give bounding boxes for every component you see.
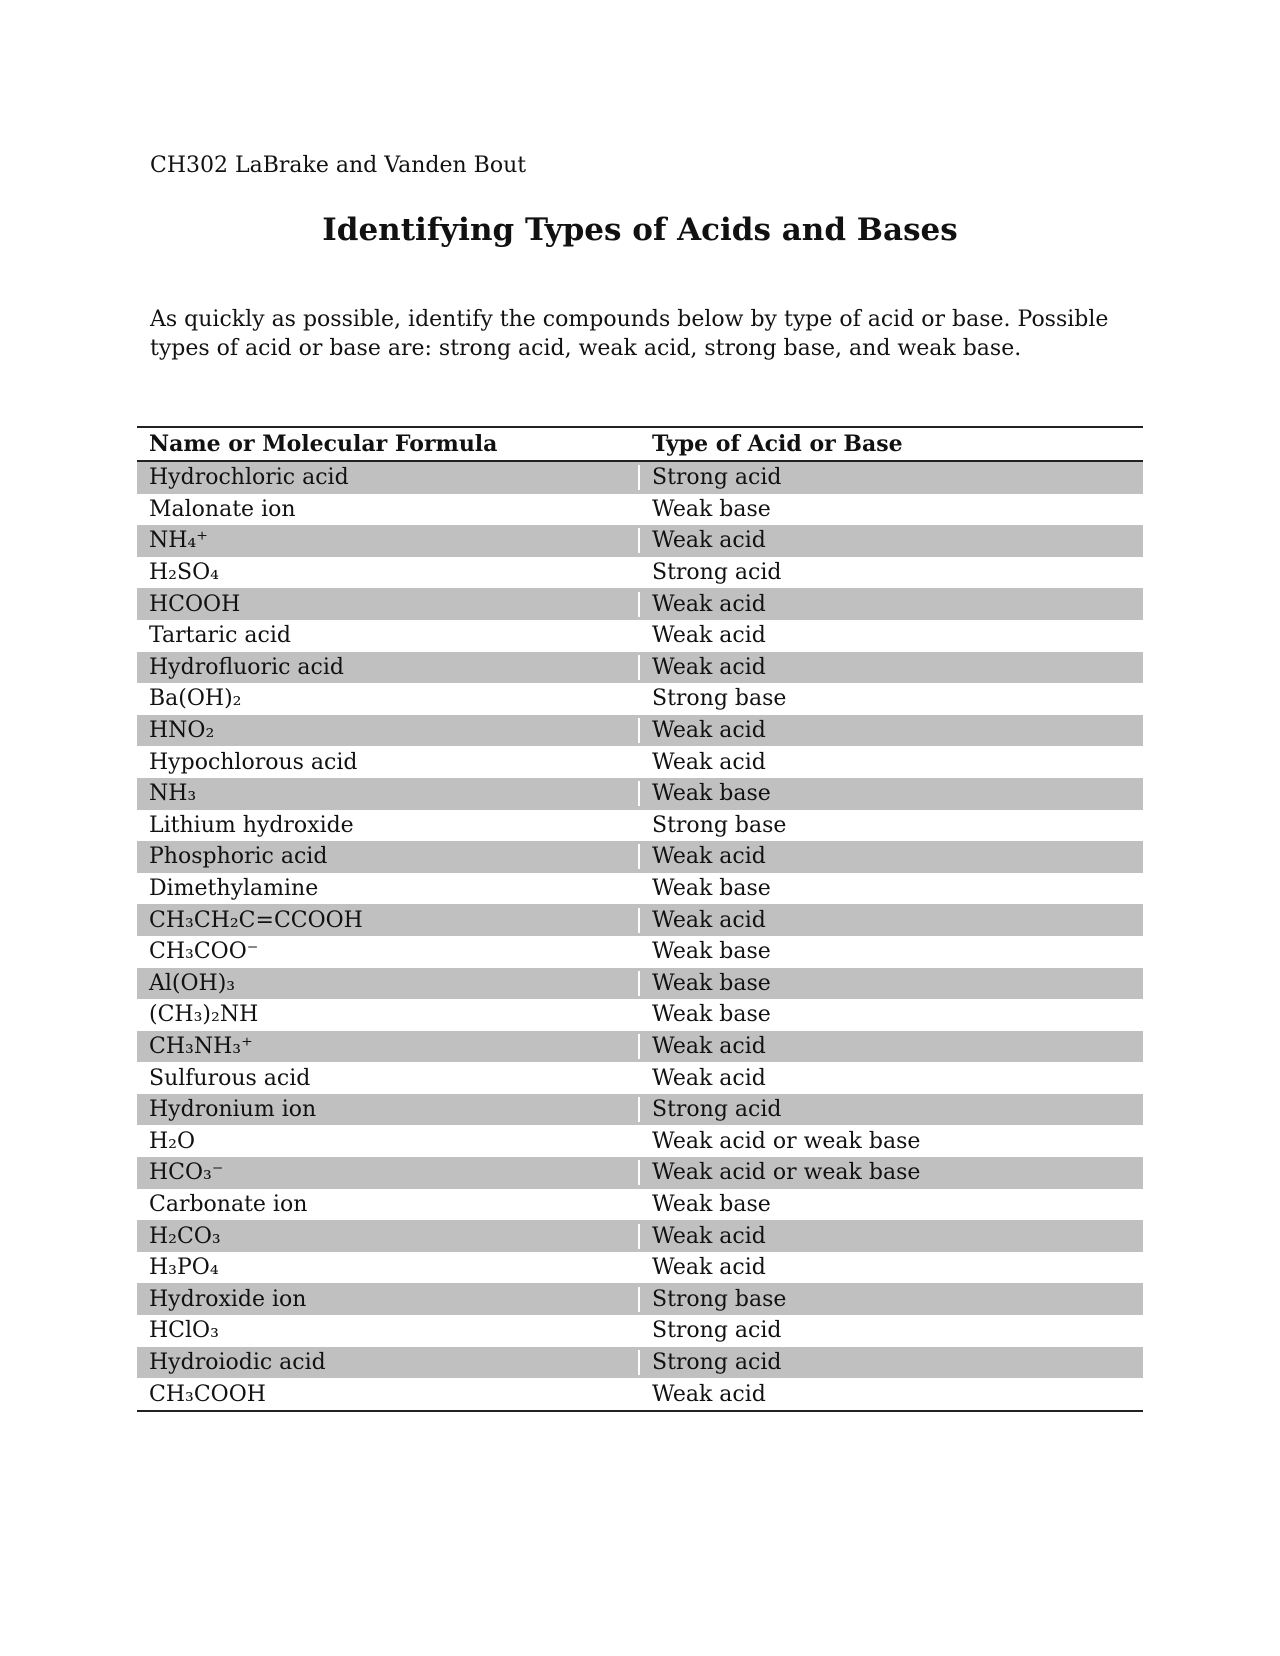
type-cell: Weak acid xyxy=(652,1381,766,1407)
type-cell: Weak base xyxy=(652,1191,771,1217)
table-row xyxy=(137,904,1143,936)
compound-cell: H₂SO₄ xyxy=(137,560,640,585)
compound-cell: Sulfurous acid xyxy=(137,1066,640,1091)
type-cell: Weak acid or weak base xyxy=(652,1128,921,1154)
table-body xyxy=(137,462,1143,1410)
table-header-row xyxy=(137,428,1143,462)
compound-cell: HNO₂ xyxy=(137,718,640,743)
compound-cell: Hydrofluoric acid xyxy=(137,655,640,680)
column-header-type: Type of Acid or Base xyxy=(652,431,903,457)
type-cell: Weak base xyxy=(652,939,771,965)
compound-cell: Ba(OH)₂ xyxy=(137,686,640,711)
acid-base-table xyxy=(137,426,1143,1412)
table-row xyxy=(137,778,1143,810)
compound-cell: Hydronium ion xyxy=(137,1097,640,1122)
compound-cell: CH₃COO⁻ xyxy=(137,939,640,964)
course-header: CH302 LaBrake and Vanden Bout xyxy=(150,153,527,178)
table-row xyxy=(137,588,1143,620)
type-cell: Strong base xyxy=(652,812,787,838)
compound-cell: HCOOH xyxy=(137,592,640,617)
compound-cell: (CH₃)₂NH xyxy=(137,1002,640,1027)
type-cell: Weak base xyxy=(652,970,771,996)
table-row xyxy=(137,1094,1143,1126)
table-row xyxy=(137,1189,1143,1221)
type-cell: Strong base xyxy=(652,686,787,712)
type-cell: Weak acid xyxy=(652,654,766,680)
type-cell: Weak acid xyxy=(652,718,766,744)
type-cell: Weak acid xyxy=(652,528,766,554)
table-row xyxy=(137,1125,1143,1157)
table-row xyxy=(137,525,1143,557)
table-row xyxy=(137,1315,1143,1347)
type-cell: Weak base xyxy=(652,876,771,902)
type-cell: Strong acid xyxy=(652,1318,782,1344)
type-cell: Weak acid xyxy=(652,591,766,617)
type-cell: Weak acid xyxy=(652,749,766,775)
instructions-paragraph: As quickly as possible, identify the compounds below by type of acid or base. Possible types of acid or base are: strong acid, weak acid, strong base, and weak base. xyxy=(150,307,1109,361)
table-row xyxy=(137,715,1143,747)
table-row xyxy=(137,620,1143,652)
type-cell: Weak acid or weak base xyxy=(652,1160,921,1186)
column-header-name: Name or Molecular Formula xyxy=(149,431,498,457)
compound-cell: H₂CO₃ xyxy=(137,1224,640,1249)
type-cell: Strong acid xyxy=(652,1097,782,1123)
compound-cell: Dimethylamine xyxy=(137,876,640,901)
compound-cell: CH₃CH₂C=CCOOH xyxy=(137,908,640,933)
type-cell: Strong base xyxy=(652,1286,787,1312)
compound-cell: Hydrochloric acid xyxy=(137,465,640,490)
type-cell: Weak acid xyxy=(652,623,766,649)
compound-cell: NH₄⁺ xyxy=(137,528,640,553)
compound-cell: Al(OH)₃ xyxy=(137,971,640,996)
page-title: Identifying Types of Acids and Bases xyxy=(322,212,958,248)
table-row xyxy=(137,936,1143,968)
compound-cell: H₂O xyxy=(137,1129,640,1154)
type-cell: Weak acid xyxy=(652,844,766,870)
compound-cell: NH₃ xyxy=(137,781,640,806)
table-row xyxy=(137,810,1143,842)
table-row xyxy=(137,841,1143,873)
compound-cell: Hydroiodic acid xyxy=(137,1350,640,1375)
table-row xyxy=(137,494,1143,526)
compound-cell: HCO₃⁻ xyxy=(137,1160,640,1185)
type-cell: Weak acid xyxy=(652,1255,766,1281)
table-row xyxy=(137,462,1143,494)
table-row xyxy=(137,1283,1143,1315)
table-row xyxy=(137,968,1143,1000)
compound-cell: CH₃NH₃⁺ xyxy=(137,1034,640,1059)
compound-cell: CH₃COOH xyxy=(137,1382,640,1407)
compound-cell: Phosphoric acid xyxy=(137,844,640,869)
type-cell: Strong acid xyxy=(652,560,782,586)
compound-cell: HClO₃ xyxy=(137,1318,640,1343)
compound-cell: Lithium hydroxide xyxy=(137,813,640,838)
table-row xyxy=(137,557,1143,589)
table-row xyxy=(137,1220,1143,1252)
type-cell: Weak acid xyxy=(652,1223,766,1249)
table-row xyxy=(137,1378,1143,1410)
type-cell: Weak acid xyxy=(652,907,766,933)
compound-cell: Tartaric acid xyxy=(137,623,640,648)
table-row xyxy=(137,746,1143,778)
compound-cell: H₃PO₄ xyxy=(137,1255,640,1280)
table-row xyxy=(137,1347,1143,1379)
type-cell: Strong acid xyxy=(652,1349,782,1375)
compound-cell: Malonate ion xyxy=(137,497,640,522)
table-row xyxy=(137,1252,1143,1284)
type-cell: Strong acid xyxy=(652,465,782,491)
table-row xyxy=(137,652,1143,684)
table-row xyxy=(137,1157,1143,1189)
type-cell: Weak base xyxy=(652,781,771,807)
type-cell: Weak acid xyxy=(652,1065,766,1091)
type-cell: Weak base xyxy=(652,1002,771,1028)
type-cell: Weak base xyxy=(652,496,771,522)
compound-cell: Hydroxide ion xyxy=(137,1287,640,1312)
table-row xyxy=(137,873,1143,905)
compound-cell: Carbonate ion xyxy=(137,1192,640,1217)
type-cell: Weak acid xyxy=(652,1033,766,1059)
compound-cell: Hypochlorous acid xyxy=(137,750,640,775)
table-row xyxy=(137,683,1143,715)
table-row xyxy=(137,1062,1143,1094)
table-row xyxy=(137,999,1143,1031)
table-row xyxy=(137,1031,1143,1063)
